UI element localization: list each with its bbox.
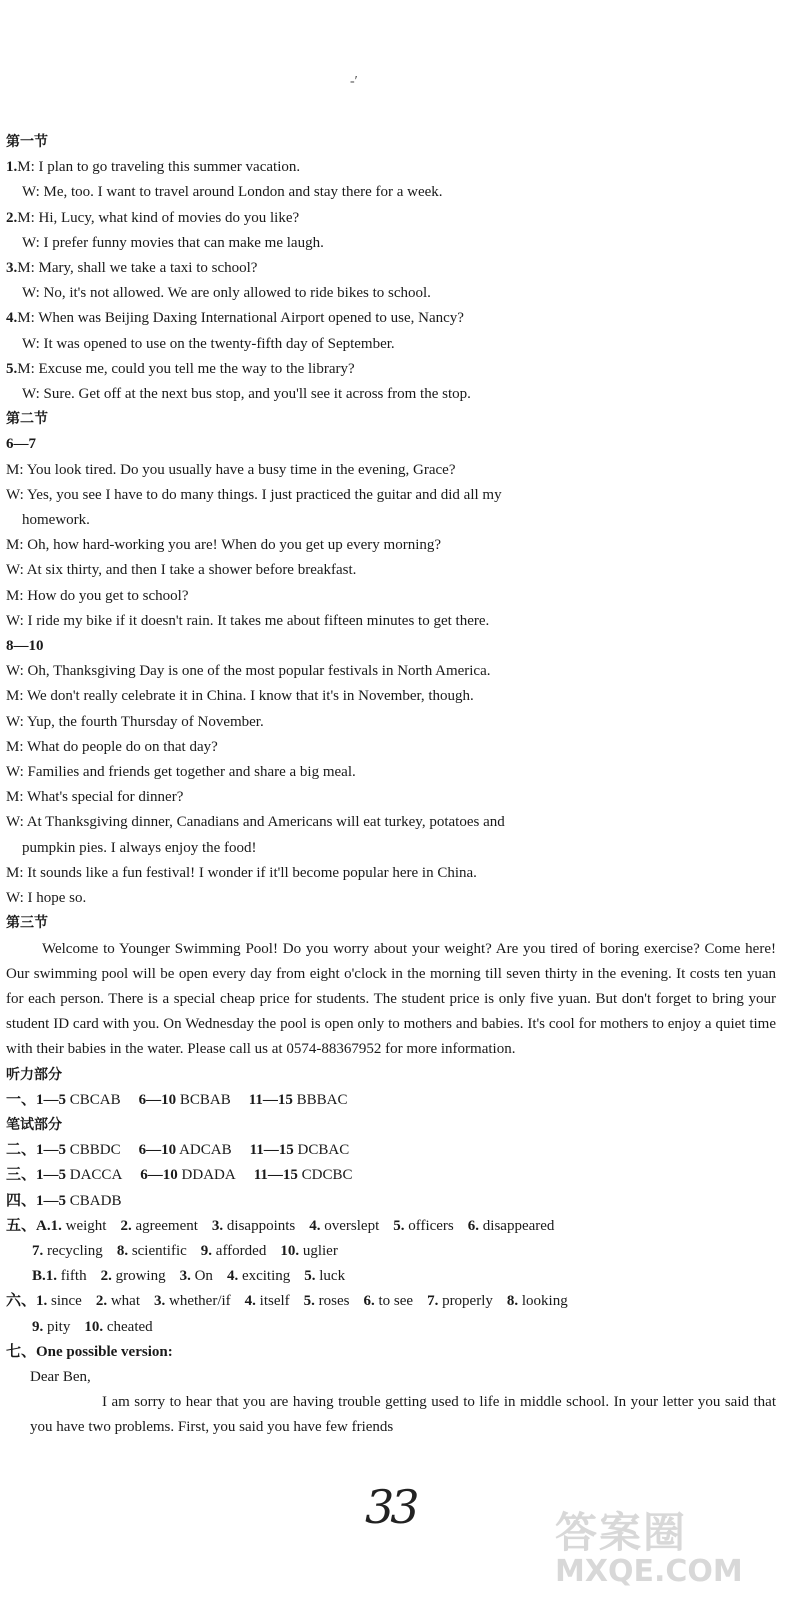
answer-row xyxy=(6,1214,776,1239)
dialog-line: M: What do people do on that day? xyxy=(6,738,218,755)
item-number: 4. xyxy=(309,1217,321,1234)
dialog-line: W: Yup, the fourth Thursday of November. xyxy=(6,713,264,730)
dialog-line: M: How do you get to school? xyxy=(6,587,189,604)
dialog-line: W: Yes, you see I have to do many things. I just practiced the guitar and did all my xyxy=(6,486,502,503)
answer-group xyxy=(36,1193,121,1209)
answer-letters: DDADA xyxy=(181,1167,236,1184)
item-number: 1. xyxy=(45,1268,58,1285)
answer-range: 1—5 xyxy=(36,1142,67,1159)
answer-item xyxy=(84,1319,152,1335)
answer-letters: CDCBC xyxy=(301,1167,353,1184)
answer-row xyxy=(6,1138,776,1163)
answer-group xyxy=(139,1142,232,1158)
answer-part-label: 四、 xyxy=(6,1192,37,1209)
answer-row xyxy=(6,1264,776,1289)
pen-mark: -′ xyxy=(350,74,358,89)
question-number: 1. xyxy=(6,159,18,176)
section-heading: 第三节 xyxy=(6,916,48,932)
item-number: 1. xyxy=(50,1217,62,1234)
item-number: 3. xyxy=(154,1293,166,1310)
dialog-line: W: At six thirty, and then I take a shower before breakfast. xyxy=(6,562,357,579)
dialog-line: W: At Thanksgiving dinner, Canadians and Americans will eat turkey, potatoes and xyxy=(6,814,505,831)
dialog-line: M: What's special for dinner? xyxy=(6,789,184,806)
writing-heading: 笔试部分 xyxy=(6,1117,62,1133)
dialog-line: M: You look tired. Do you usually have a busy time in the evening, Grace? xyxy=(6,461,456,478)
item-word: disappoints xyxy=(226,1217,296,1234)
item-word: properly xyxy=(442,1293,493,1310)
dialog-text: M: Mary, shall we take a taxi to school? xyxy=(17,260,258,277)
answer-letters: BCBAB xyxy=(179,1091,231,1108)
answer-range: 6—10 xyxy=(138,1091,177,1108)
answer-part-label: 三、 xyxy=(6,1167,37,1184)
item-word: pity xyxy=(47,1318,71,1335)
dialog-line: homework. xyxy=(22,512,90,529)
watermark-logo xyxy=(555,1500,780,1595)
answer-group xyxy=(36,1167,122,1183)
subpart-label: A. xyxy=(36,1217,51,1234)
answer-letters: CBBDC xyxy=(69,1142,121,1159)
question-number: 4. xyxy=(6,310,18,327)
page-content xyxy=(6,130,776,1441)
item-number: 2. xyxy=(100,1268,112,1285)
answer-item xyxy=(120,1218,197,1234)
item-word: fifth xyxy=(60,1268,87,1285)
item-word: weight xyxy=(65,1217,107,1234)
answer-letters: DACCA xyxy=(69,1167,123,1184)
answer-item xyxy=(51,1218,107,1234)
watermark-bottom-text: MXQE.COM xyxy=(555,1554,743,1589)
dialog-line xyxy=(6,180,776,205)
item-word: luck xyxy=(319,1268,346,1285)
answer-row xyxy=(6,1189,776,1214)
answer-item xyxy=(101,1268,166,1284)
answer-row xyxy=(6,1315,776,1340)
dialog-line xyxy=(6,357,776,382)
answer-group xyxy=(249,1092,348,1108)
watermark-top-text: 答案圈 xyxy=(555,1508,688,1557)
answer-part-label: 一、 xyxy=(6,1091,37,1108)
item-number: 10. xyxy=(84,1318,104,1335)
item-word: scientific xyxy=(131,1242,187,1259)
dialog-line: pumpkin pies. I always enjoy the food! xyxy=(22,839,257,856)
answer-range: 6—10 xyxy=(140,1167,178,1184)
item-word: growing xyxy=(115,1268,166,1285)
answer-range: 1—5 xyxy=(36,1192,67,1209)
item-word: On xyxy=(194,1268,213,1285)
answer-item xyxy=(427,1293,493,1309)
answer-item xyxy=(468,1218,555,1234)
answer-item xyxy=(393,1218,454,1234)
answer-item xyxy=(363,1293,413,1309)
question-number: 5. xyxy=(6,360,18,377)
dialog-line xyxy=(6,281,776,306)
answer-letters: CBCAB xyxy=(69,1091,121,1108)
item-number: 10. xyxy=(280,1242,300,1259)
question-number: 3. xyxy=(6,260,18,277)
item-number: 4. xyxy=(226,1268,239,1285)
item-number: 8. xyxy=(506,1293,519,1310)
answer-item xyxy=(154,1293,231,1309)
answer-item xyxy=(212,1218,295,1234)
section-heading: 第二节 xyxy=(6,412,48,428)
answer-item xyxy=(280,1243,338,1259)
answer-item xyxy=(96,1293,140,1309)
item-word: looking xyxy=(521,1293,568,1310)
section-heading: 第一节 xyxy=(6,135,48,150)
item-number: 3. xyxy=(179,1268,191,1285)
answer-range: 1—5 xyxy=(36,1167,67,1184)
answer-range: 11—15 xyxy=(248,1091,293,1108)
item-word: roses xyxy=(318,1293,350,1310)
dialog-line xyxy=(6,256,776,281)
answer-item xyxy=(507,1293,568,1309)
dialog-line: W: Oh, Thanksgiving Day is one of the most popular festivals in North America. xyxy=(6,663,491,680)
dialog-text: W: I prefer funny movies that can make me laugh. xyxy=(22,234,324,251)
item-number: 4. xyxy=(244,1293,256,1310)
item-number: 2. xyxy=(120,1217,132,1234)
dialog-text: M: When was Beijing Daxing International Airport opened to use, Nancy? xyxy=(17,310,464,327)
answer-item xyxy=(117,1243,187,1259)
dialog-line xyxy=(6,231,776,256)
item-word: officers xyxy=(408,1217,454,1234)
dialog-text: W: No, it's not allowed. We are only allowed to ride bikes to school. xyxy=(22,285,431,302)
letter-paragraph: I am sorry to hear that you are having trouble getting used to life in middle school. In your letter you said that you have two problems. First, you said you have few friends xyxy=(30,1394,776,1436)
item-word: what xyxy=(110,1293,141,1310)
question-number: 2. xyxy=(6,209,18,226)
item-word: overslept xyxy=(324,1217,380,1234)
answer-item xyxy=(309,1218,379,1234)
item-number: 6. xyxy=(467,1217,480,1234)
item-word: cheated xyxy=(106,1318,153,1335)
dialog-line: M: Oh, how hard-working you are! When do you get up every morning? xyxy=(6,537,442,554)
answer-part-label: 五、 xyxy=(6,1217,37,1234)
answer-part-label: 二、 xyxy=(6,1142,37,1159)
answer-range: 1—5 xyxy=(36,1091,67,1108)
dialog-line xyxy=(6,206,776,231)
answer-row xyxy=(6,1289,776,1314)
answer-range: 6—10 xyxy=(138,1142,177,1159)
item-number: 5. xyxy=(304,1268,316,1285)
dialog-text: M: I plan to go traveling this summer vacation. xyxy=(17,159,301,176)
item-number: 1. xyxy=(36,1293,48,1310)
answer-letters: BBBAC xyxy=(296,1091,348,1108)
answer-row xyxy=(6,1163,776,1188)
dialog-text: W: Me, too. I want to travel around London and stay there for a week. xyxy=(22,184,443,201)
question-range: 6—7 xyxy=(6,436,36,453)
dialog-line xyxy=(6,382,776,407)
version-title: One possible version: xyxy=(36,1343,173,1360)
item-number: 3. xyxy=(211,1217,224,1234)
answer-row xyxy=(6,1088,776,1113)
item-word: afforded xyxy=(215,1242,267,1259)
answer-item xyxy=(227,1268,290,1284)
dialog-line: M: It sounds like a fun festival! I wonder if it'll become popular here in China. xyxy=(6,864,477,881)
answer-range: 11—15 xyxy=(249,1142,294,1159)
question-range: 8—10 xyxy=(6,638,44,655)
answer-item xyxy=(36,1293,82,1309)
dialog-text: M: Hi, Lucy, what kind of movies do you like? xyxy=(17,209,300,226)
item-word: since xyxy=(51,1293,82,1310)
answer-item xyxy=(32,1243,103,1259)
page-number: 33 xyxy=(365,1480,416,1534)
item-number: 7. xyxy=(32,1242,44,1259)
answer-part-label: 七、 xyxy=(6,1343,37,1360)
answer-group xyxy=(36,1142,121,1158)
dialog-line: W: I hope so. xyxy=(6,890,87,907)
answer-row xyxy=(6,1340,776,1365)
listening-heading: 听力部分 xyxy=(6,1067,62,1083)
dialog-text: W: Sure. Get off at the next bus stop, and you'll see it across from the stop. xyxy=(22,386,471,403)
passage-paragraph: Welcome to Younger Swimming Pool! Do you worry about your weight? Are you tired of boring exercise? Come here! Our swimming pool will be open every day from eight o'clock in the morning till seven thirty in the evening. It costs ten yuan for each person. There is a special cheap price for students. The student price is only five yuan. But don't forget to bring your student ID card with you. On Wednesday the pool is open only to mothers and babies. It's cool for mothers to enjoy a quiet time with their babies in the water. Please call us at 0574-88367952 for more information. xyxy=(6,940,776,1058)
answer-range: 11—15 xyxy=(253,1167,298,1184)
item-word: to see xyxy=(378,1293,414,1310)
item-word: uglier xyxy=(302,1242,338,1259)
answer-letters: ADCAB xyxy=(179,1142,232,1159)
answer-item xyxy=(46,1268,87,1284)
item-word: exciting xyxy=(241,1268,291,1285)
item-word: agreement xyxy=(135,1217,198,1234)
subpart-label: B. xyxy=(32,1268,46,1285)
item-number: 6. xyxy=(363,1293,375,1310)
dialog-line xyxy=(6,155,776,180)
dialog-line xyxy=(6,306,776,331)
answer-group xyxy=(250,1142,350,1158)
dialog-text: M: Excuse me, could you tell me the way to the library? xyxy=(17,360,355,377)
answer-item xyxy=(201,1243,267,1259)
item-number: 2. xyxy=(95,1293,108,1310)
answer-item xyxy=(32,1319,70,1335)
answer-letters: CBADB xyxy=(69,1192,122,1209)
dialog-text: W: It was opened to use on the twenty-fifth day of September. xyxy=(22,335,395,352)
answer-item xyxy=(304,1268,345,1284)
item-number: 9. xyxy=(200,1242,213,1259)
item-word: recycling xyxy=(47,1242,103,1259)
answer-group xyxy=(139,1092,231,1108)
letter-greeting: Dear Ben, xyxy=(30,1368,91,1385)
item-word: itself xyxy=(259,1293,290,1310)
answer-row xyxy=(6,1239,776,1264)
item-number: 5. xyxy=(303,1293,315,1310)
item-word: disappeared xyxy=(482,1217,555,1234)
item-number: 8. xyxy=(116,1242,129,1259)
item-number: 9. xyxy=(32,1318,44,1335)
answer-part-label: 六、 xyxy=(6,1293,37,1310)
item-number: 7. xyxy=(427,1293,439,1310)
dialog-line: W: I ride my bike if it doesn't rain. It takes me about fifteen minutes to get there. xyxy=(6,612,490,629)
answer-letters: DCBAC xyxy=(297,1142,350,1159)
dialog-line: W: Families and friends get together and share a big meal. xyxy=(6,764,356,781)
item-word: whether/if xyxy=(169,1293,231,1310)
answer-group xyxy=(140,1167,235,1183)
answer-item xyxy=(245,1293,290,1309)
dialog-line xyxy=(6,332,776,357)
item-number: 5. xyxy=(393,1217,405,1234)
answer-item xyxy=(180,1268,213,1284)
dialog-line: M: We don't really celebrate it in China. I know that it's in November, though. xyxy=(6,688,474,705)
answer-group xyxy=(254,1167,353,1183)
answer-group xyxy=(36,1092,121,1108)
answer-item xyxy=(304,1293,350,1309)
